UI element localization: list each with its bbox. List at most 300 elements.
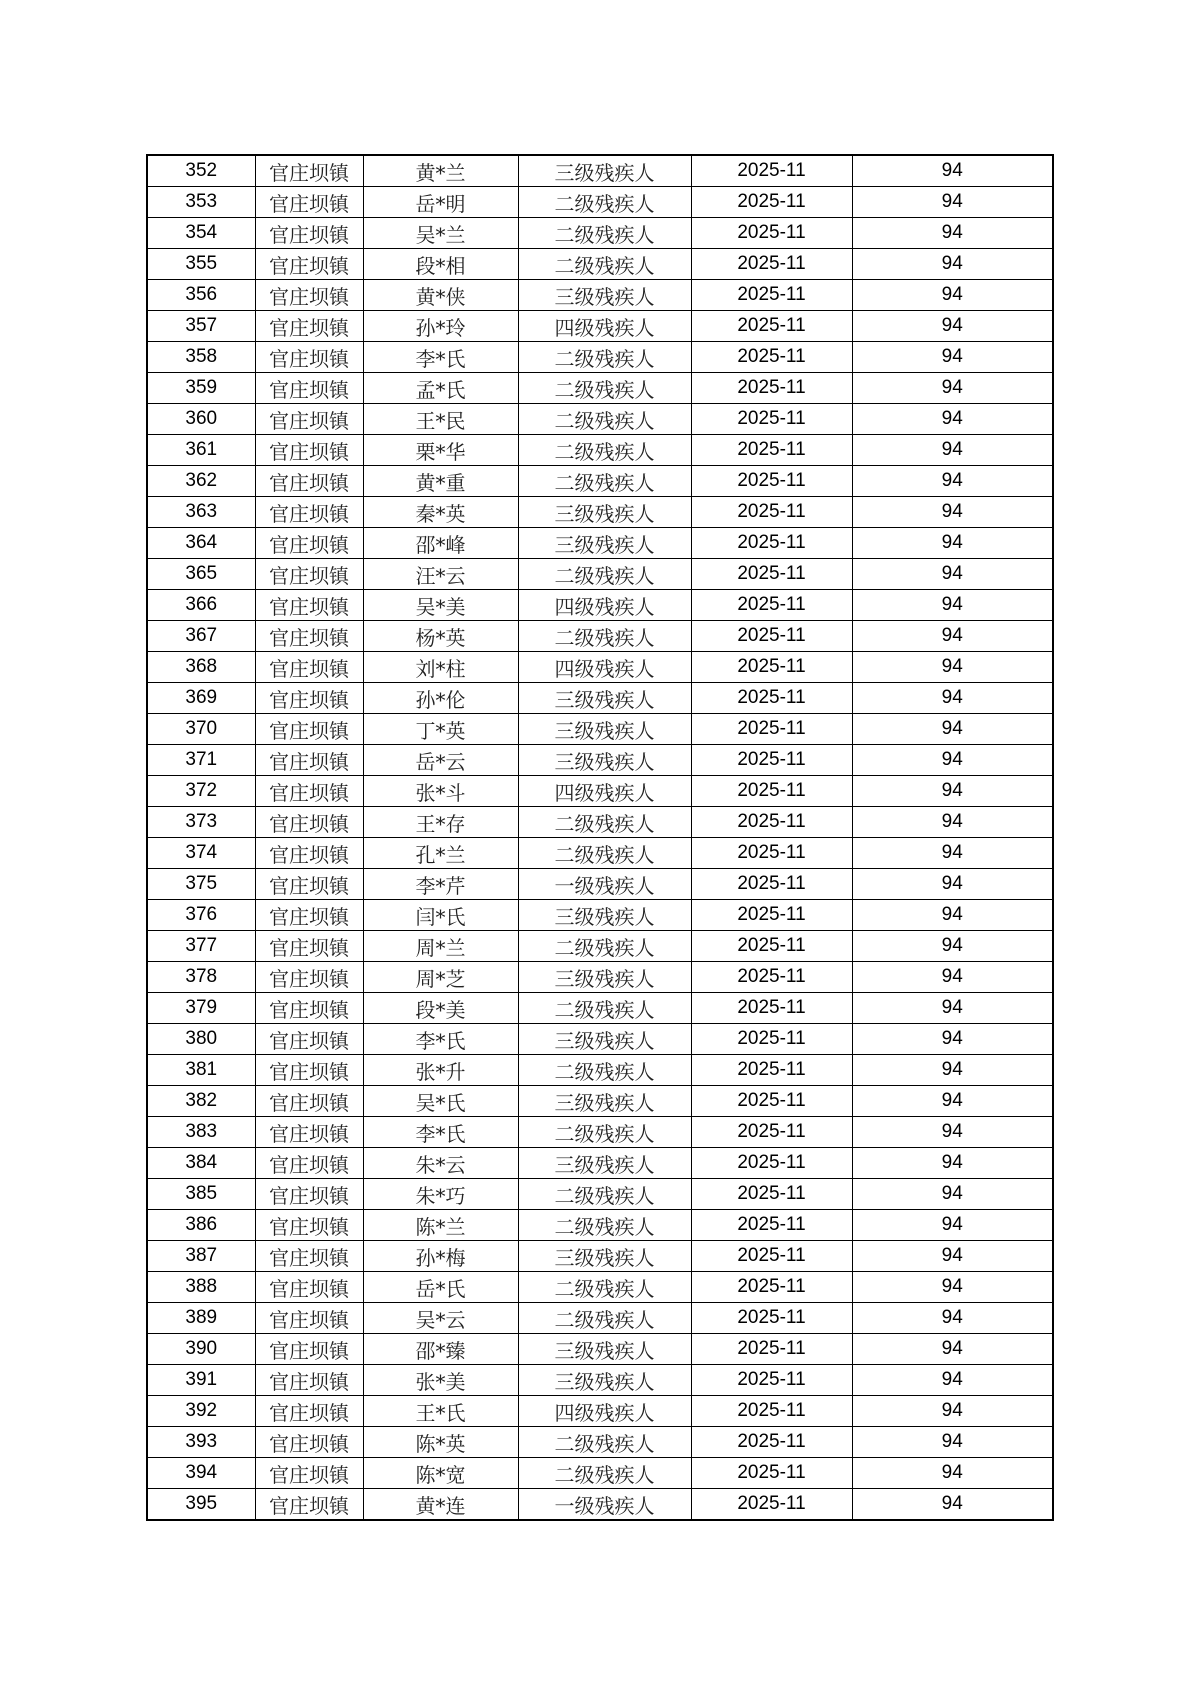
table-row: [147, 1117, 1053, 1148]
month-cell: 2025-11: [691, 187, 852, 218]
person-name-cell: 吴*氏: [363, 1086, 518, 1117]
amount-cell: 94: [852, 745, 1053, 776]
person-name-cell: 吴*云: [363, 1303, 518, 1334]
person-name-cell: 张*斗: [363, 776, 518, 807]
month-cell: 2025-11: [691, 931, 852, 962]
table-row: [147, 1024, 1053, 1055]
row-number-cell: 358: [147, 342, 255, 373]
person-name-cell: 朱*巧: [363, 1179, 518, 1210]
person-name-cell: 丁*英: [363, 714, 518, 745]
amount-cell: 94: [852, 497, 1053, 528]
person-name-cell: 秦*英: [363, 497, 518, 528]
disability-level-cell: 二级残疾人: [518, 1210, 691, 1241]
town-cell: 官庄坝镇: [255, 187, 363, 218]
row-number-cell: 381: [147, 1055, 255, 1086]
town-cell: 官庄坝镇: [255, 1334, 363, 1365]
person-name-cell: 李*氏: [363, 1117, 518, 1148]
disability-level-cell: 二级残疾人: [518, 1303, 691, 1334]
row-number-cell: 386: [147, 1210, 255, 1241]
month-cell: 2025-11: [691, 1489, 852, 1521]
amount-cell: 94: [852, 714, 1053, 745]
amount-cell: 94: [852, 528, 1053, 559]
town-cell: 官庄坝镇: [255, 280, 363, 311]
disability-level-cell: 三级残疾人: [518, 1086, 691, 1117]
town-cell: 官庄坝镇: [255, 621, 363, 652]
amount-cell: 94: [852, 373, 1053, 404]
amount-cell: 94: [852, 1055, 1053, 1086]
row-number-cell: 390: [147, 1334, 255, 1365]
row-number-cell: 363: [147, 497, 255, 528]
table-body: [147, 155, 1053, 1520]
town-cell: 官庄坝镇: [255, 1365, 363, 1396]
person-name-cell: 黄*侠: [363, 280, 518, 311]
table-row: [147, 497, 1053, 528]
row-number-cell: 362: [147, 466, 255, 497]
month-cell: 2025-11: [691, 869, 852, 900]
table-row: [147, 590, 1053, 621]
month-cell: 2025-11: [691, 249, 852, 280]
row-number-cell: 389: [147, 1303, 255, 1334]
month-cell: 2025-11: [691, 280, 852, 311]
month-cell: 2025-11: [691, 1427, 852, 1458]
disability-level-cell: 三级残疾人: [518, 1148, 691, 1179]
person-name-cell: 岳*氏: [363, 1272, 518, 1303]
row-number-cell: 383: [147, 1117, 255, 1148]
town-cell: 官庄坝镇: [255, 962, 363, 993]
disability-level-cell: 二级残疾人: [518, 1179, 691, 1210]
amount-cell: 94: [852, 807, 1053, 838]
person-name-cell: 李*氏: [363, 1024, 518, 1055]
amount-cell: 94: [852, 1427, 1053, 1458]
month-cell: 2025-11: [691, 1303, 852, 1334]
table-row: [147, 1148, 1053, 1179]
month-cell: 2025-11: [691, 745, 852, 776]
month-cell: 2025-11: [691, 1396, 852, 1427]
disability-level-cell: 二级残疾人: [518, 993, 691, 1024]
table-row: [147, 962, 1053, 993]
town-cell: 官庄坝镇: [255, 1241, 363, 1272]
month-cell: 2025-11: [691, 838, 852, 869]
table-row: [147, 218, 1053, 249]
amount-cell: 94: [852, 1365, 1053, 1396]
amount-cell: 94: [852, 1024, 1053, 1055]
person-name-cell: 孔*兰: [363, 838, 518, 869]
person-name-cell: 王*存: [363, 807, 518, 838]
person-name-cell: 陈*兰: [363, 1210, 518, 1241]
row-number-cell: 378: [147, 962, 255, 993]
town-cell: 官庄坝镇: [255, 1086, 363, 1117]
town-cell: 官庄坝镇: [255, 1179, 363, 1210]
person-name-cell: 段*美: [363, 993, 518, 1024]
disability-level-cell: 二级残疾人: [518, 1055, 691, 1086]
town-cell: 官庄坝镇: [255, 1210, 363, 1241]
amount-cell: 94: [852, 652, 1053, 683]
town-cell: 官庄坝镇: [255, 1024, 363, 1055]
town-cell: 官庄坝镇: [255, 373, 363, 404]
disability-level-cell: 二级残疾人: [518, 342, 691, 373]
disability-level-cell: 三级残疾人: [518, 280, 691, 311]
disability-level-cell: 三级残疾人: [518, 962, 691, 993]
table-row: [147, 683, 1053, 714]
table-row: [147, 1179, 1053, 1210]
amount-cell: 94: [852, 1241, 1053, 1272]
person-name-cell: 孙*梅: [363, 1241, 518, 1272]
month-cell: 2025-11: [691, 311, 852, 342]
person-name-cell: 朱*云: [363, 1148, 518, 1179]
row-number-cell: 359: [147, 373, 255, 404]
row-number-cell: 382: [147, 1086, 255, 1117]
month-cell: 2025-11: [691, 1241, 852, 1272]
disability-level-cell: 二级残疾人: [518, 621, 691, 652]
row-number-cell: 365: [147, 559, 255, 590]
town-cell: 官庄坝镇: [255, 900, 363, 931]
disability-level-cell: 一级残疾人: [518, 1489, 691, 1521]
table-row: [147, 373, 1053, 404]
person-name-cell: 周*芝: [363, 962, 518, 993]
town-cell: 官庄坝镇: [255, 249, 363, 280]
town-cell: 官庄坝镇: [255, 1117, 363, 1148]
person-name-cell: 岳*明: [363, 187, 518, 218]
month-cell: 2025-11: [691, 683, 852, 714]
month-cell: 2025-11: [691, 218, 852, 249]
row-number-cell: 379: [147, 993, 255, 1024]
table-row: [147, 838, 1053, 869]
month-cell: 2025-11: [691, 1117, 852, 1148]
town-cell: 官庄坝镇: [255, 807, 363, 838]
month-cell: 2025-11: [691, 621, 852, 652]
person-name-cell: 刘*柱: [363, 652, 518, 683]
table-row: [147, 869, 1053, 900]
row-number-cell: 352: [147, 155, 255, 187]
disability-level-cell: 三级残疾人: [518, 745, 691, 776]
town-cell: 官庄坝镇: [255, 155, 363, 187]
table-row: [147, 435, 1053, 466]
month-cell: 2025-11: [691, 1365, 852, 1396]
person-name-cell: 张*升: [363, 1055, 518, 1086]
town-cell: 官庄坝镇: [255, 559, 363, 590]
table-row: [147, 1458, 1053, 1489]
town-cell: 官庄坝镇: [255, 311, 363, 342]
month-cell: 2025-11: [691, 559, 852, 590]
amount-cell: 94: [852, 187, 1053, 218]
person-name-cell: 孟*氏: [363, 373, 518, 404]
amount-cell: 94: [852, 1179, 1053, 1210]
town-cell: 官庄坝镇: [255, 497, 363, 528]
table-row: [147, 155, 1053, 187]
month-cell: 2025-11: [691, 466, 852, 497]
table-row: [147, 342, 1053, 373]
table-row: [147, 249, 1053, 280]
row-number-cell: 395: [147, 1489, 255, 1521]
amount-cell: 94: [852, 590, 1053, 621]
row-number-cell: 374: [147, 838, 255, 869]
row-number-cell: 391: [147, 1365, 255, 1396]
disability-level-cell: 三级残疾人: [518, 900, 691, 931]
disability-level-cell: 三级残疾人: [518, 155, 691, 187]
row-number-cell: 355: [147, 249, 255, 280]
person-name-cell: 邵*臻: [363, 1334, 518, 1365]
table-row: [147, 652, 1053, 683]
town-cell: 官庄坝镇: [255, 218, 363, 249]
town-cell: 官庄坝镇: [255, 993, 363, 1024]
person-name-cell: 汪*云: [363, 559, 518, 590]
row-number-cell: 371: [147, 745, 255, 776]
month-cell: 2025-11: [691, 1272, 852, 1303]
person-name-cell: 黄*兰: [363, 155, 518, 187]
person-name-cell: 王*民: [363, 404, 518, 435]
month-cell: 2025-11: [691, 714, 852, 745]
disability-level-cell: 三级残疾人: [518, 714, 691, 745]
amount-cell: 94: [852, 218, 1053, 249]
person-name-cell: 周*兰: [363, 931, 518, 962]
table-row: [147, 993, 1053, 1024]
month-cell: 2025-11: [691, 435, 852, 466]
month-cell: 2025-11: [691, 1086, 852, 1117]
amount-cell: 94: [852, 1086, 1053, 1117]
table-row: [147, 280, 1053, 311]
town-cell: 官庄坝镇: [255, 435, 363, 466]
table-row: [147, 528, 1053, 559]
month-cell: 2025-11: [691, 1179, 852, 1210]
amount-cell: 94: [852, 1272, 1053, 1303]
amount-cell: 94: [852, 1458, 1053, 1489]
amount-cell: 94: [852, 311, 1053, 342]
person-name-cell: 孙*玲: [363, 311, 518, 342]
person-name-cell: 陈*宽: [363, 1458, 518, 1489]
person-name-cell: 闫*氏: [363, 900, 518, 931]
row-number-cell: 387: [147, 1241, 255, 1272]
month-cell: 2025-11: [691, 1148, 852, 1179]
person-name-cell: 陈*英: [363, 1427, 518, 1458]
table-row: [147, 1272, 1053, 1303]
disability-subsidy-table: [146, 154, 1054, 1521]
row-number-cell: 376: [147, 900, 255, 931]
town-cell: 官庄坝镇: [255, 1489, 363, 1521]
town-cell: 官庄坝镇: [255, 652, 363, 683]
table-row: [147, 1055, 1053, 1086]
amount-cell: 94: [852, 962, 1053, 993]
table-row: [147, 1303, 1053, 1334]
row-number-cell: 384: [147, 1148, 255, 1179]
person-name-cell: 张*美: [363, 1365, 518, 1396]
town-cell: 官庄坝镇: [255, 1427, 363, 1458]
disability-level-cell: 二级残疾人: [518, 931, 691, 962]
disability-level-cell: 四级残疾人: [518, 1396, 691, 1427]
month-cell: 2025-11: [691, 900, 852, 931]
month-cell: 2025-11: [691, 652, 852, 683]
town-cell: 官庄坝镇: [255, 714, 363, 745]
month-cell: 2025-11: [691, 962, 852, 993]
town-cell: 官庄坝镇: [255, 1458, 363, 1489]
table-row: [147, 559, 1053, 590]
amount-cell: 94: [852, 993, 1053, 1024]
disability-level-cell: 二级残疾人: [518, 373, 691, 404]
table-row: [147, 1210, 1053, 1241]
amount-cell: 94: [852, 776, 1053, 807]
row-number-cell: 356: [147, 280, 255, 311]
month-cell: 2025-11: [691, 155, 852, 187]
row-number-cell: 369: [147, 683, 255, 714]
amount-cell: 94: [852, 683, 1053, 714]
table-row: [147, 1086, 1053, 1117]
disability-level-cell: 三级残疾人: [518, 1024, 691, 1055]
person-name-cell: 杨*英: [363, 621, 518, 652]
town-cell: 官庄坝镇: [255, 869, 363, 900]
amount-cell: 94: [852, 1489, 1053, 1521]
amount-cell: 94: [852, 559, 1053, 590]
amount-cell: 94: [852, 435, 1053, 466]
amount-cell: 94: [852, 1334, 1053, 1365]
month-cell: 2025-11: [691, 1334, 852, 1365]
town-cell: 官庄坝镇: [255, 1303, 363, 1334]
table-row: [147, 1396, 1053, 1427]
person-name-cell: 李*芹: [363, 869, 518, 900]
table-row: [147, 900, 1053, 931]
person-name-cell: 黄*连: [363, 1489, 518, 1521]
month-cell: 2025-11: [691, 993, 852, 1024]
disability-level-cell: 二级残疾人: [518, 435, 691, 466]
row-number-cell: 366: [147, 590, 255, 621]
amount-cell: 94: [852, 900, 1053, 931]
disability-level-cell: 四级残疾人: [518, 652, 691, 683]
row-number-cell: 367: [147, 621, 255, 652]
table-row: [147, 404, 1053, 435]
person-name-cell: 岳*云: [363, 745, 518, 776]
person-name-cell: 黄*重: [363, 466, 518, 497]
row-number-cell: 368: [147, 652, 255, 683]
town-cell: 官庄坝镇: [255, 1148, 363, 1179]
table-row: [147, 1365, 1053, 1396]
month-cell: 2025-11: [691, 590, 852, 621]
amount-cell: 94: [852, 1210, 1053, 1241]
amount-cell: 94: [852, 1396, 1053, 1427]
town-cell: 官庄坝镇: [255, 466, 363, 497]
disability-level-cell: 二级残疾人: [518, 807, 691, 838]
amount-cell: 94: [852, 621, 1053, 652]
table-row: [147, 311, 1053, 342]
disability-level-cell: 三级残疾人: [518, 1365, 691, 1396]
amount-cell: 94: [852, 1303, 1053, 1334]
amount-cell: 94: [852, 1148, 1053, 1179]
person-name-cell: 王*氏: [363, 1396, 518, 1427]
person-name-cell: 吴*美: [363, 590, 518, 621]
disability-level-cell: 四级残疾人: [518, 776, 691, 807]
disability-level-cell: 二级残疾人: [518, 1427, 691, 1458]
month-cell: 2025-11: [691, 497, 852, 528]
person-name-cell: 邵*峰: [363, 528, 518, 559]
disability-level-cell: 二级残疾人: [518, 466, 691, 497]
disability-level-cell: 二级残疾人: [518, 404, 691, 435]
town-cell: 官庄坝镇: [255, 1055, 363, 1086]
amount-cell: 94: [852, 1117, 1053, 1148]
table-row: [147, 714, 1053, 745]
disability-level-cell: 一级残疾人: [518, 869, 691, 900]
row-number-cell: 364: [147, 528, 255, 559]
row-number-cell: 394: [147, 1458, 255, 1489]
disability-level-cell: 四级残疾人: [518, 311, 691, 342]
table-row: [147, 1241, 1053, 1272]
month-cell: 2025-11: [691, 342, 852, 373]
disability-level-cell: 二级残疾人: [518, 559, 691, 590]
row-number-cell: 388: [147, 1272, 255, 1303]
table-row: [147, 187, 1053, 218]
row-number-cell: 360: [147, 404, 255, 435]
disability-level-cell: 三级残疾人: [518, 1241, 691, 1272]
disability-level-cell: 三级残疾人: [518, 683, 691, 714]
disability-level-cell: 二级残疾人: [518, 1458, 691, 1489]
month-cell: 2025-11: [691, 1024, 852, 1055]
town-cell: 官庄坝镇: [255, 931, 363, 962]
disability-level-cell: 三级残疾人: [518, 1334, 691, 1365]
row-number-cell: 361: [147, 435, 255, 466]
disability-level-cell: 三级残疾人: [518, 497, 691, 528]
row-number-cell: 373: [147, 807, 255, 838]
amount-cell: 94: [852, 931, 1053, 962]
row-number-cell: 393: [147, 1427, 255, 1458]
row-number-cell: 357: [147, 311, 255, 342]
town-cell: 官庄坝镇: [255, 776, 363, 807]
disability-level-cell: 二级残疾人: [518, 218, 691, 249]
table-row: [147, 807, 1053, 838]
town-cell: 官庄坝镇: [255, 1272, 363, 1303]
table-row: [147, 776, 1053, 807]
town-cell: 官庄坝镇: [255, 1396, 363, 1427]
table-row: [147, 1334, 1053, 1365]
town-cell: 官庄坝镇: [255, 342, 363, 373]
person-name-cell: 吴*兰: [363, 218, 518, 249]
month-cell: 2025-11: [691, 807, 852, 838]
row-number-cell: 375: [147, 869, 255, 900]
town-cell: 官庄坝镇: [255, 745, 363, 776]
amount-cell: 94: [852, 280, 1053, 311]
row-number-cell: 380: [147, 1024, 255, 1055]
row-number-cell: 370: [147, 714, 255, 745]
month-cell: 2025-11: [691, 1458, 852, 1489]
row-number-cell: 377: [147, 931, 255, 962]
person-name-cell: 李*氏: [363, 342, 518, 373]
amount-cell: 94: [852, 404, 1053, 435]
month-cell: 2025-11: [691, 1210, 852, 1241]
amount-cell: 94: [852, 342, 1053, 373]
month-cell: 2025-11: [691, 373, 852, 404]
table-row: [147, 931, 1053, 962]
row-number-cell: 353: [147, 187, 255, 218]
month-cell: 2025-11: [691, 528, 852, 559]
amount-cell: 94: [852, 249, 1053, 280]
town-cell: 官庄坝镇: [255, 683, 363, 714]
town-cell: 官庄坝镇: [255, 838, 363, 869]
amount-cell: 94: [852, 466, 1053, 497]
town-cell: 官庄坝镇: [255, 404, 363, 435]
row-number-cell: 392: [147, 1396, 255, 1427]
disability-level-cell: 二级残疾人: [518, 187, 691, 218]
amount-cell: 94: [852, 155, 1053, 187]
table-row: [147, 1489, 1053, 1521]
disability-level-cell: 二级残疾人: [518, 1272, 691, 1303]
row-number-cell: 385: [147, 1179, 255, 1210]
disability-level-cell: 二级残疾人: [518, 249, 691, 280]
disability-level-cell: 二级残疾人: [518, 1117, 691, 1148]
disability-level-cell: 二级残疾人: [518, 838, 691, 869]
month-cell: 2025-11: [691, 1055, 852, 1086]
amount-cell: 94: [852, 838, 1053, 869]
row-number-cell: 354: [147, 218, 255, 249]
town-cell: 官庄坝镇: [255, 528, 363, 559]
person-name-cell: 栗*华: [363, 435, 518, 466]
person-name-cell: 段*相: [363, 249, 518, 280]
disability-level-cell: 三级残疾人: [518, 528, 691, 559]
disability-level-cell: 四级残疾人: [518, 590, 691, 621]
